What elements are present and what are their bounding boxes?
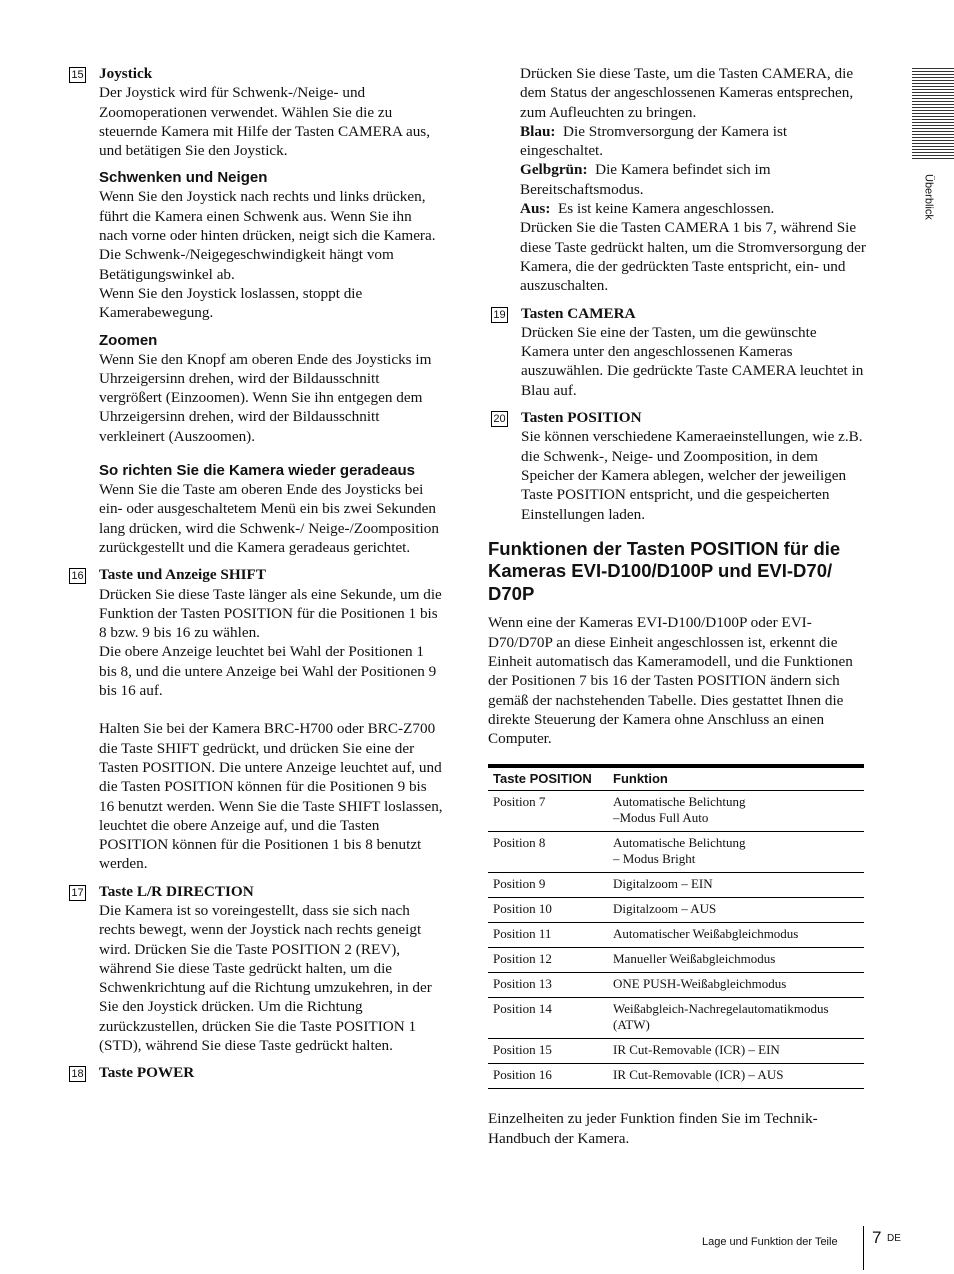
paragraph: Drücken Sie diese Taste länger als eine Sekunde, um die Funktion der Tasten POSITION für die Positionen 1 bis 8 bzw. 9 bis 16 zu wählen. — [99, 585, 442, 642]
table-cell: Position 14 — [488, 998, 608, 1039]
table-row — [488, 1039, 864, 1064]
position-function-table — [488, 764, 864, 1089]
table-cell: Position 12 — [488, 948, 608, 973]
table-cell: Digitalzoom – EIN — [608, 873, 864, 898]
table-cell: Position 16 — [488, 1064, 608, 1089]
table-cell: IR Cut-Removable (ICR) – AUS — [608, 1064, 864, 1089]
table-row — [488, 832, 864, 873]
subheading: Schwenken und Neigen — [99, 169, 268, 187]
right-column — [488, 64, 866, 1148]
item-15 — [66, 64, 444, 557]
table-cell: Position 15 — [488, 1039, 608, 1064]
paragraph: Halten Sie bei der Kamera BRC-H700 oder BRC-Z700 die Taste SHIFT gedrückt, und drücken Sie eine der Tasten POSITION. Die untere Anzeige leuchtet auf, und die Tasten POSITION können für die Positionen 9 bis 16 benutzt werden. Wenn Sie die Taste SHIFT loslassen, leuchtet die obere Anzeige auf, und die Tasten POSITION können für die Positionen 1 bis 8 benutzt werden. — [99, 720, 443, 873]
table-cell: Position 9 — [488, 873, 608, 898]
item-number: 17 — [69, 885, 86, 901]
table-cell: Weißabgleich-Nachregelautomatikmodus (ATW) — [608, 998, 864, 1039]
subheading: So richten Sie die Kamera wieder geradeaus — [99, 462, 415, 480]
footer-section-label: Lage und Funktion der Teile — [702, 1236, 838, 1248]
item-title: Tasten POSITION — [521, 409, 642, 427]
status-blau — [520, 122, 866, 161]
sidebar-label: Überblick — [922, 174, 935, 220]
table-cell: Position 11 — [488, 923, 608, 948]
paragraph: Die obere Anzeige leuchtet bei Wahl der Positionen 1 bis 8, und die untere Anzeige bei Wahl der Positionen 9 bis 16 auf. — [99, 643, 437, 700]
subheading: Zoomen — [99, 331, 158, 349]
item-title: Taste und Anzeige SHIFT — [99, 566, 266, 584]
paragraph: Wenn Sie den Knopf am oberen Ende des Joysticks im Uhrzeigersinn drehen, wird der Bildausschnitt vergrößert (Einzoomen). Wenn Sie ihn entgegen dem Uhrzeigersinn drehen, wird der Bildausschnitt verkleinert (Auszoomen). — [99, 350, 432, 445]
paragraph: Wenn eine der Kameras EVI-D100/D100P oder EVI-D70/D70P an diese Einheit angeschlossen ist, erkennt die Einheit automatisch das Kameramodell, und die Funktionen der Positionen 7 bis 16 der Tasten POSITION ändern sich gemäß der nachstehenden Tabelle. Dies gestattet Ihnen die direkte Steuerung der Kamera ohne Anschluss an einen Computer. — [488, 614, 853, 748]
page-number: 7 — [872, 1228, 882, 1247]
table-cell: Position 10 — [488, 898, 608, 923]
table-row — [488, 923, 864, 948]
status-text: Es ist keine Kamera angeschlossen. — [557, 200, 775, 218]
table-row — [488, 1064, 864, 1089]
status-label: Blau: — [520, 122, 556, 140]
status-gelbgruen — [520, 160, 866, 199]
item-number: 19 — [491, 307, 508, 323]
table-cell: Automatischer Weißabgleichmodus — [608, 923, 864, 948]
table-cell: Position 8 — [488, 832, 608, 873]
paragraph: Drücken Sie eine der Tasten, um die gewünschte Kamera unter den angeschlossenen Kameras auszuwählen. Die gedrückte Taste CAMERA leuchtet in Blau auf. — [521, 323, 864, 399]
table-row — [488, 973, 864, 998]
item-20 — [488, 408, 866, 524]
item-17 — [66, 882, 444, 1056]
paragraph: Die Schwenk-/Neigegeschwindigkeit hängt vom Betätigungswinkel ab. — [99, 246, 394, 283]
item-number: 15 — [69, 67, 86, 83]
status-label: Aus: — [520, 200, 551, 218]
section-tab-decoration — [912, 68, 954, 160]
paragraph: Der Joystick wird für Schwenk-/Neige- und Zoomoperationen verwendet. Wählen Sie die zu steuernde Kamera mit Hilfe der Tasten CAMERA aus, und betätigen Sie den Joystick. — [99, 84, 431, 160]
status-label: Gelbgrün: — [520, 161, 588, 179]
status-text: Die Stromversorgung der Kamera ist eingeschaltet. — [520, 122, 788, 160]
table-row — [488, 898, 864, 923]
paragraph: Wenn Sie den Joystick loslassen, stoppt die Kamerabewegung. — [99, 284, 363, 322]
item-number: 16 — [69, 568, 86, 584]
table-cell: ONE PUSH-Weißabgleichmodus — [608, 973, 864, 998]
column-header: Funktion — [608, 766, 864, 791]
paragraph: Drücken Sie diese Taste, um die Tasten CAMERA, die dem Status der angeschlossenen Kameras entsprechen, zum Aufleuchten zu bringen. — [520, 65, 854, 121]
item-number: 20 — [491, 411, 508, 427]
table-cell: Automatische Belichtung – Modus Bright — [608, 832, 864, 873]
table-cell: Automatische Belichtung –Modus Full Auto — [608, 791, 864, 832]
item-18 — [66, 1063, 444, 1082]
table-cell: Position 13 — [488, 973, 608, 998]
item-title: Tasten CAMERA — [521, 304, 636, 322]
table-row — [488, 873, 864, 898]
item-title: Taste POWER — [99, 1064, 195, 1082]
table-cell: IR Cut-Removable (ICR) – EIN — [608, 1039, 864, 1064]
paragraph: Die Kamera ist so voreingestellt, dass sie sich nach rechts bewegt, wenn der Joystick nach rechts geneigt wird. Drücken Sie die Taste POSITION 2 (REV), während Sie diese Taste gedrückt halten, um die Schwenkrichtung auf die Richtung umzukehren, in der Sie den Joystick drücken. Um die Richtung zurückzustellen, drücken Sie die Taste POSITION 1 (STD), während Sie diese Taste gedrückt halten. — [99, 901, 432, 1055]
item-18-continued — [488, 64, 866, 296]
table-row — [488, 998, 864, 1039]
item-title: Joystick — [99, 65, 153, 82]
paragraph: Wenn Sie den Joystick nach rechts und links drücken, führt die Kamera einen Schwenk aus. Wenn Sie ihn nach vorne oder hinten drücken, neigt sich die Kamera. — [99, 188, 436, 245]
table-cell: Digitalzoom – AUS — [608, 898, 864, 923]
table-cell: Manueller Weißabgleichmodus — [608, 948, 864, 973]
column-header: Taste POSITION — [488, 766, 608, 791]
table-cell: Position 7 — [488, 791, 608, 832]
left-column — [66, 64, 444, 1091]
table-row — [488, 948, 864, 973]
status-aus — [520, 199, 866, 218]
item-number: 18 — [69, 1066, 86, 1082]
table-header-row — [488, 766, 864, 791]
item-16 — [66, 565, 444, 873]
paragraph: Einzelheiten zu jeder Funktion finden Sie im Technik-Handbuch der Kamera. — [488, 1110, 818, 1147]
table-row — [488, 791, 864, 832]
status-text: Die Kamera befindet sich im Bereitschaftsmodus. — [520, 161, 771, 198]
paragraph: Wenn Sie die Taste am oberen Ende des Joysticks bei ein- oder ausgeschaltetem Menü ein bis zwei Sekunden lang drücken, wird die Schwenk-/ Neige-/Zoomposition zurückgestellt und die Kamera geradeaus gerichtet. — [99, 481, 439, 556]
paragraph: Drücken Sie die Tasten CAMERA 1 bis 7, während Sie diese Taste gedrückt halten, um die Stromversorgung der Kamera, die der gedrückten Taste entspricht, ein- und auszuschalten. — [520, 219, 866, 295]
footer-divider — [863, 1226, 864, 1270]
section-heading: Funktionen der Tasten POSITION für die Kameras EVI-D100/D100P und EVI-D70/ D70P — [488, 537, 841, 604]
item-19 — [488, 304, 866, 400]
page-language-suffix: DE — [887, 1233, 901, 1244]
item-title: Taste L/R DIRECTION — [99, 882, 254, 900]
paragraph: Sie können verschiedene Kameraeinstellungen, wie z.B. die Schwenk-, Neige- und Zoomposition, in dem Speicher der Kamera ablegen, welcher der jeweiligen Taste POSITION entspricht, und die gespeicherten Einstellungen laden. — [521, 428, 863, 523]
